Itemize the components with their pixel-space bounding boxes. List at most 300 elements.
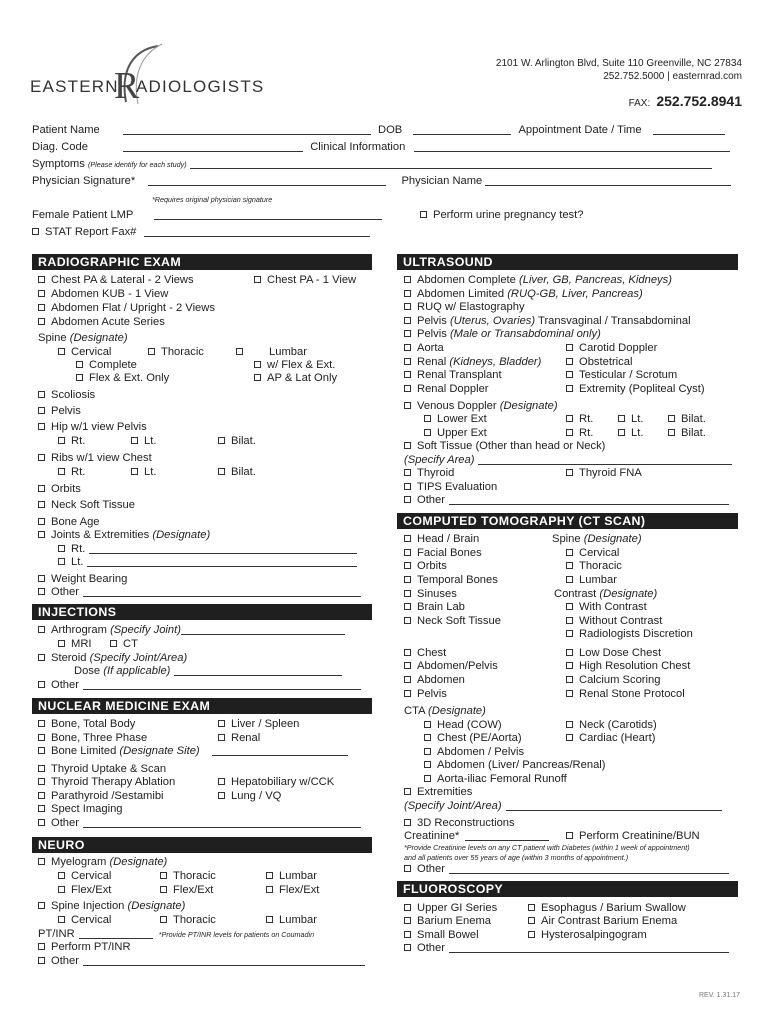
checkbox[interactable] xyxy=(404,330,411,337)
hepato[interactable] xyxy=(218,776,334,789)
myelogram[interactable] xyxy=(38,856,167,869)
checkbox[interactable] xyxy=(38,304,45,311)
ct-high-res[interactable] xyxy=(566,660,690,673)
us-upper-lt[interactable] xyxy=(618,427,643,440)
checkbox[interactable] xyxy=(218,468,225,475)
symptoms-row xyxy=(32,158,712,171)
myelo-flex1[interactable] xyxy=(58,884,111,897)
checkbox[interactable] xyxy=(404,483,411,490)
checkbox[interactable] xyxy=(58,468,65,475)
checkbox[interactable] xyxy=(38,858,45,865)
checkbox[interactable] xyxy=(404,442,411,449)
us-tips[interactable] xyxy=(404,481,497,494)
checkbox[interactable] xyxy=(404,344,411,351)
us-obstetrical[interactable] xyxy=(566,356,632,369)
checkbox[interactable] xyxy=(566,429,573,436)
cta-head[interactable] xyxy=(424,719,502,732)
field[interactable] xyxy=(87,556,357,567)
checkbox[interactable] xyxy=(404,649,411,656)
checkbox[interactable] xyxy=(76,361,83,368)
checkbox[interactable] xyxy=(566,676,573,683)
checkbox[interactable] xyxy=(404,549,411,556)
us-upper-rt[interactable] xyxy=(566,427,593,440)
checkbox[interactable] xyxy=(266,872,273,879)
field[interactable] xyxy=(83,679,361,690)
label: Pelvis xyxy=(417,328,447,340)
nuclear-header: NUCLEAR MEDICINE EXAM xyxy=(32,698,372,714)
hip-bilat[interactable] xyxy=(218,435,256,448)
inj-other[interactable] xyxy=(38,679,361,692)
arthrogram[interactable] xyxy=(38,624,345,637)
us-renal-transplant[interactable] xyxy=(404,369,502,382)
fl-small-bowel[interactable] xyxy=(404,929,479,942)
cta-abd-pelvis[interactable] xyxy=(424,746,524,759)
pregnancy-checkbox[interactable] xyxy=(420,211,427,218)
field[interactable] xyxy=(174,665,342,676)
checkbox[interactable] xyxy=(266,916,273,923)
checkbox[interactable] xyxy=(404,496,411,503)
bone-total[interactable] xyxy=(38,718,135,731)
thyroid-therapy[interactable] xyxy=(38,776,175,789)
checkbox[interactable] xyxy=(404,865,411,872)
checkbox[interactable] xyxy=(566,358,573,365)
checkbox[interactable] xyxy=(160,872,167,879)
label: Bone, Total Body xyxy=(51,718,136,730)
checkbox[interactable] xyxy=(38,819,45,826)
checkbox[interactable] xyxy=(404,576,411,583)
ct-thoracic[interactable] xyxy=(566,560,622,573)
us-lower-rt[interactable] xyxy=(566,413,593,426)
checkbox[interactable] xyxy=(404,385,411,392)
ribs-lt[interactable] xyxy=(131,466,156,479)
ct-inj[interactable] xyxy=(110,638,138,651)
checkbox[interactable] xyxy=(38,485,45,492)
cta-abd-liver[interactable] xyxy=(424,759,606,772)
checkbox[interactable] xyxy=(160,886,167,893)
fl-hsg[interactable] xyxy=(528,929,647,942)
fl-barium-enema[interactable] xyxy=(404,915,491,928)
checkbox[interactable] xyxy=(528,931,535,938)
ribs-bilat[interactable] xyxy=(218,466,256,479)
joints-lt[interactable] xyxy=(58,556,357,569)
checkbox[interactable] xyxy=(38,805,45,812)
joints-rt[interactable] xyxy=(58,543,357,556)
bone-age[interactable] xyxy=(38,516,100,529)
field[interactable] xyxy=(79,928,153,939)
field[interactable] xyxy=(83,955,365,966)
us-lower-lt[interactable] xyxy=(618,413,643,426)
parathyroid[interactable] xyxy=(38,790,164,803)
checkbox[interactable] xyxy=(38,318,45,325)
spine-flex-ext[interactable] xyxy=(254,359,335,372)
neck[interactable] xyxy=(38,499,135,512)
checkbox[interactable] xyxy=(38,407,45,414)
checkbox[interactable] xyxy=(404,662,411,669)
fl-esophagus[interactable] xyxy=(528,902,686,915)
us-lower-bilat[interactable] xyxy=(668,413,706,426)
label: Bilat. xyxy=(681,413,706,425)
us-extremity[interactable] xyxy=(566,383,705,396)
us-thyroid[interactable] xyxy=(404,467,454,480)
us-upper-bilat[interactable] xyxy=(668,427,706,440)
checkbox[interactable] xyxy=(424,429,431,436)
us-venous[interactable] xyxy=(404,400,558,413)
us-other[interactable] xyxy=(404,494,729,507)
checkbox[interactable] xyxy=(424,761,431,768)
checkbox[interactable] xyxy=(38,902,45,909)
label: Abdomen xyxy=(417,674,465,686)
checkbox[interactable] xyxy=(566,415,573,422)
field[interactable] xyxy=(449,863,729,874)
checkbox[interactable] xyxy=(566,617,573,624)
checkbox[interactable] xyxy=(38,957,45,964)
ct-low-dose[interactable] xyxy=(566,647,661,660)
checkbox[interactable] xyxy=(38,531,45,538)
ct-temporal[interactable] xyxy=(404,574,498,587)
lung[interactable] xyxy=(218,790,281,803)
diag-field[interactable] xyxy=(123,141,303,152)
checkbox[interactable] xyxy=(404,788,411,795)
checkbox[interactable] xyxy=(566,385,573,392)
ct-recon[interactable] xyxy=(404,817,515,830)
checkbox[interactable] xyxy=(566,469,573,476)
fluoro-header: FLUOROSCOPY xyxy=(397,881,738,897)
field[interactable] xyxy=(449,942,729,953)
field[interactable] xyxy=(181,624,345,635)
checkbox[interactable] xyxy=(566,832,573,839)
weight[interactable] xyxy=(38,573,127,586)
spine-thoracic[interactable] xyxy=(148,346,204,359)
ct-lumbar[interactable] xyxy=(566,574,617,587)
ct-abd-pelvis[interactable] xyxy=(404,660,498,673)
neuro-other[interactable] xyxy=(38,955,365,968)
checkbox[interactable] xyxy=(58,545,65,552)
checkbox[interactable] xyxy=(58,558,65,565)
us-upper[interactable] xyxy=(424,427,487,440)
us-ruq[interactable] xyxy=(404,301,525,314)
myelo-flex3[interactable] xyxy=(266,884,319,897)
label: Scoliosis xyxy=(51,389,96,401)
label: Renal xyxy=(417,356,447,368)
checkbox[interactable] xyxy=(618,429,625,436)
checkbox[interactable] xyxy=(38,792,45,799)
checkbox[interactable] xyxy=(566,690,573,697)
inj-thoracic[interactable] xyxy=(160,914,216,927)
us-carotid[interactable] xyxy=(566,342,657,355)
field[interactable] xyxy=(449,494,729,505)
fl-other[interactable] xyxy=(404,942,729,955)
checkbox[interactable] xyxy=(566,603,573,610)
checkbox[interactable] xyxy=(38,518,45,525)
bone-three[interactable] xyxy=(38,732,147,745)
checkbox[interactable] xyxy=(218,437,225,444)
checkbox[interactable] xyxy=(404,317,411,324)
label: Small Bowel xyxy=(417,929,479,941)
patient-name-label: Patient Name xyxy=(32,124,100,136)
ct-calcium[interactable] xyxy=(566,674,660,687)
nm-other[interactable] xyxy=(38,817,361,830)
checkbox[interactable] xyxy=(668,415,675,422)
ct-facial[interactable] xyxy=(404,547,482,560)
ct-neck[interactable] xyxy=(404,615,501,628)
ct-pelvis[interactable] xyxy=(404,688,447,701)
us-lower[interactable] xyxy=(424,413,487,426)
checkbox[interactable] xyxy=(404,535,411,542)
checkbox[interactable] xyxy=(254,276,261,283)
dob-field[interactable] xyxy=(413,124,511,135)
ct-head[interactable] xyxy=(404,533,479,546)
checkbox[interactable] xyxy=(38,626,45,633)
ct-abdomen[interactable] xyxy=(404,674,465,687)
joints[interactable] xyxy=(38,529,210,542)
chest-pa-lat[interactable] xyxy=(38,274,194,287)
checkbox[interactable] xyxy=(38,501,45,508)
ct-without-contrast[interactable] xyxy=(566,615,662,628)
label: Lumbar xyxy=(579,574,617,586)
mri[interactable] xyxy=(58,638,92,651)
field[interactable] xyxy=(83,586,361,597)
physician-name-field[interactable] xyxy=(485,175,731,186)
checkbox[interactable] xyxy=(38,454,45,461)
checkbox[interactable] xyxy=(218,792,225,799)
checkbox[interactable] xyxy=(566,549,573,556)
checkbox[interactable] xyxy=(58,640,65,647)
label: Brain Lab xyxy=(417,601,465,613)
label: CTA xyxy=(404,705,425,717)
us-thyroid-fna[interactable] xyxy=(566,467,642,480)
field[interactable] xyxy=(83,817,361,828)
stat-checkbox[interactable] xyxy=(32,228,39,235)
cta-extremities[interactable] xyxy=(404,786,472,799)
note: *Provide PT/INR levels for patients on Coumadin xyxy=(158,930,315,939)
checkbox[interactable] xyxy=(131,468,138,475)
checkbox[interactable] xyxy=(424,415,431,422)
myelo-thoracic[interactable] xyxy=(160,870,216,883)
ribs-rt[interactable] xyxy=(58,466,85,479)
spine-flex-only[interactable] xyxy=(76,372,169,385)
checkbox[interactable] xyxy=(424,775,431,782)
orbits[interactable] xyxy=(38,483,81,496)
spine-lumbar[interactable] xyxy=(236,346,307,359)
checkbox[interactable] xyxy=(38,943,45,950)
checkbox[interactable] xyxy=(148,348,155,355)
us-abd-complete[interactable] xyxy=(404,274,672,287)
checkbox[interactable] xyxy=(131,437,138,444)
checkbox[interactable] xyxy=(404,303,411,310)
label: (Specify Joint/Area) xyxy=(404,800,502,812)
ct-orbits[interactable] xyxy=(404,560,447,573)
bone-limited[interactable] xyxy=(38,745,348,758)
myelo-lumbar[interactable] xyxy=(266,870,317,883)
checkbox[interactable] xyxy=(404,276,411,283)
spine-cervical[interactable] xyxy=(58,346,111,359)
checkbox[interactable] xyxy=(218,720,225,727)
checkbox[interactable] xyxy=(566,344,573,351)
pelvis[interactable] xyxy=(38,405,81,418)
cta-aorta-iliac[interactable] xyxy=(424,773,567,786)
checkbox[interactable] xyxy=(218,778,225,785)
ribs[interactable] xyxy=(38,452,152,465)
checkbox[interactable] xyxy=(404,617,411,624)
checkbox[interactable] xyxy=(404,371,411,378)
field[interactable] xyxy=(212,745,348,756)
checkbox[interactable] xyxy=(424,721,431,728)
us-soft[interactable] xyxy=(404,440,605,453)
checkbox[interactable] xyxy=(38,575,45,582)
us-aorta[interactable] xyxy=(404,342,444,355)
fl-air-contrast[interactable] xyxy=(528,915,677,928)
radio-other[interactable] xyxy=(38,586,361,599)
checkbox[interactable] xyxy=(404,917,411,924)
liver[interactable] xyxy=(218,718,299,731)
checkbox[interactable] xyxy=(566,562,573,569)
stat-fax-field[interactable] xyxy=(144,226,370,237)
field[interactable] xyxy=(465,830,549,841)
checkbox[interactable] xyxy=(58,872,65,879)
checkbox[interactable] xyxy=(38,734,45,741)
abd-acute[interactable] xyxy=(38,316,165,329)
checkbox[interactable] xyxy=(404,676,411,683)
spine-injection[interactable] xyxy=(38,900,185,913)
checkbox[interactable] xyxy=(404,690,411,697)
checkbox[interactable] xyxy=(110,640,117,647)
fax-number: 252.752.8941 xyxy=(656,93,742,109)
checkbox[interactable] xyxy=(566,734,573,741)
checkbox[interactable] xyxy=(404,904,411,911)
checkbox[interactable] xyxy=(618,415,625,422)
renal-nm[interactable] xyxy=(218,732,260,745)
checkbox[interactable] xyxy=(38,681,45,688)
ct-sinuses[interactable] xyxy=(404,588,457,601)
spine-ap-lat[interactable] xyxy=(254,372,337,385)
checkbox[interactable] xyxy=(566,662,573,669)
inj-cervical[interactable] xyxy=(58,914,111,927)
checkbox[interactable] xyxy=(528,917,535,924)
ct-perform-creat[interactable] xyxy=(566,830,700,843)
us-pelvis[interactable] xyxy=(404,315,691,328)
checkbox[interactable] xyxy=(566,371,573,378)
spine-complete[interactable] xyxy=(76,359,137,372)
field[interactable] xyxy=(89,543,357,554)
ct-cervical[interactable] xyxy=(566,547,619,560)
ct-discretion[interactable] xyxy=(566,628,693,641)
checkbox[interactable] xyxy=(160,916,167,923)
checkbox[interactable] xyxy=(38,276,45,283)
checkbox[interactable] xyxy=(58,348,65,355)
myelo-flex2[interactable] xyxy=(160,884,213,897)
checkbox[interactable] xyxy=(528,904,535,911)
lmp-field[interactable] xyxy=(154,209,382,220)
spect[interactable] xyxy=(38,803,123,816)
ct-spine xyxy=(552,533,642,546)
checkbox[interactable] xyxy=(38,588,45,595)
checkbox[interactable] xyxy=(424,748,431,755)
ct-other[interactable] xyxy=(404,863,729,876)
thyroid-uptake[interactable] xyxy=(38,763,166,776)
appt-field[interactable] xyxy=(653,124,725,135)
field[interactable] xyxy=(478,454,732,465)
checkbox[interactable] xyxy=(76,374,83,381)
checkbox[interactable] xyxy=(38,765,45,772)
symptoms-field[interactable] xyxy=(190,158,712,169)
perform-ptinr[interactable] xyxy=(38,941,131,954)
checkbox[interactable] xyxy=(404,290,411,297)
checkbox[interactable] xyxy=(404,358,411,365)
patient-name-field[interactable] xyxy=(123,124,371,135)
checkbox[interactable] xyxy=(38,747,45,754)
checkbox[interactable] xyxy=(404,931,411,938)
myelo-cervical[interactable] xyxy=(58,870,111,883)
chest-pa[interactable] xyxy=(254,274,356,287)
checkbox[interactable] xyxy=(58,437,65,444)
steroid[interactable] xyxy=(38,652,187,665)
checkbox[interactable] xyxy=(566,649,573,656)
checkbox[interactable] xyxy=(38,720,45,727)
inj-lumbar[interactable] xyxy=(266,914,317,927)
checkbox[interactable] xyxy=(404,590,411,597)
checkbox[interactable] xyxy=(404,819,411,826)
ct-renal-stone[interactable] xyxy=(566,688,685,701)
checkbox[interactable] xyxy=(38,654,45,661)
field[interactable] xyxy=(506,800,722,811)
cta-neck[interactable] xyxy=(566,719,657,732)
checkbox[interactable] xyxy=(566,630,573,637)
checkbox[interactable] xyxy=(38,391,45,398)
abd-flat[interactable] xyxy=(38,302,215,315)
checkbox[interactable] xyxy=(404,562,411,569)
us-renal[interactable] xyxy=(404,356,541,369)
checkbox[interactable] xyxy=(668,429,675,436)
us-abd-limited[interactable] xyxy=(404,288,643,301)
pregnancy-row[interactable] xyxy=(420,209,584,222)
ct-chest[interactable] xyxy=(404,647,446,660)
checkbox[interactable] xyxy=(566,576,573,583)
checkbox[interactable] xyxy=(58,886,65,893)
ct-with-contrast[interactable] xyxy=(566,601,647,614)
checkbox[interactable] xyxy=(38,778,45,785)
hip[interactable] xyxy=(38,421,147,434)
cta-cardiac[interactable] xyxy=(566,732,655,745)
checkbox[interactable] xyxy=(236,348,243,355)
checkbox[interactable] xyxy=(266,886,273,893)
checkbox[interactable] xyxy=(424,734,431,741)
fl-upper-gi[interactable] xyxy=(404,902,497,915)
checkbox[interactable] xyxy=(254,361,261,368)
checkbox[interactable] xyxy=(404,603,411,610)
checkbox[interactable] xyxy=(38,290,45,297)
checkbox[interactable] xyxy=(218,734,225,741)
checkbox[interactable] xyxy=(404,469,411,476)
us-pelvis2[interactable] xyxy=(404,328,601,341)
checkbox[interactable] xyxy=(566,721,573,728)
signature-field[interactable] xyxy=(148,175,386,186)
checkbox[interactable] xyxy=(58,916,65,923)
abd-kub[interactable] xyxy=(38,288,168,301)
label: Arthrogram xyxy=(51,624,107,636)
checkbox[interactable] xyxy=(38,423,45,430)
checkbox[interactable] xyxy=(404,944,411,951)
hip-rt[interactable] xyxy=(58,435,85,448)
checkbox[interactable] xyxy=(404,402,411,409)
cta-chest[interactable] xyxy=(424,732,522,745)
us-testicular[interactable] xyxy=(566,369,677,382)
clinical-field[interactable] xyxy=(414,141,730,152)
hip-lt[interactable] xyxy=(131,435,156,448)
checkbox[interactable] xyxy=(254,374,261,381)
us-renal-doppler[interactable] xyxy=(404,383,489,396)
scoliosis[interactable] xyxy=(38,389,95,402)
ct-brain-lab[interactable] xyxy=(404,601,465,614)
